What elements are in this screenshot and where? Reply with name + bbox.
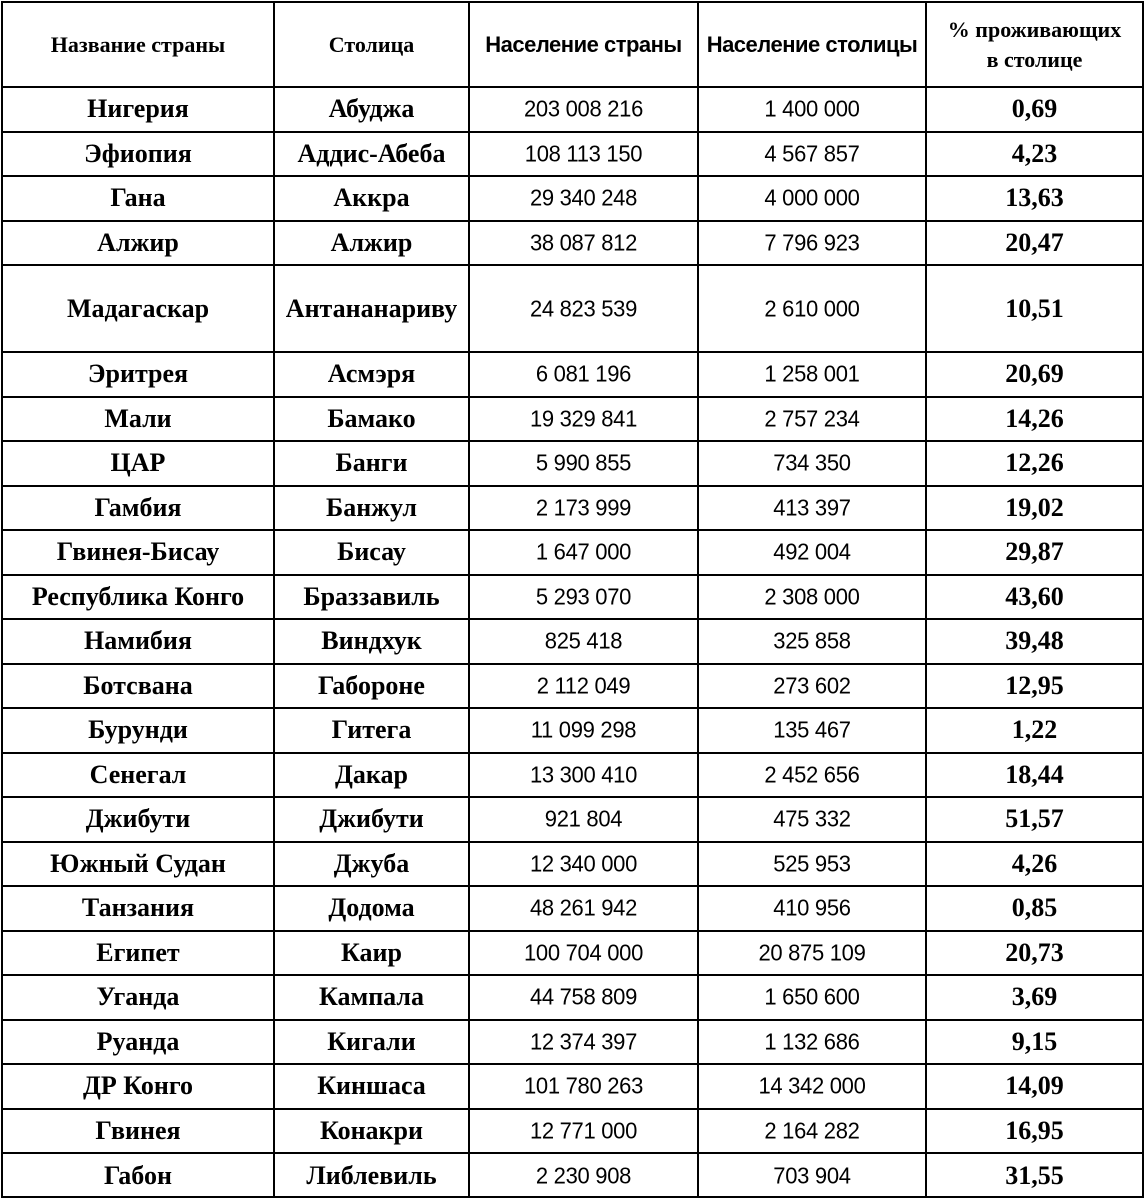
header-capital: Столица [274, 3, 469, 87]
cell-percent: 13,63 [926, 176, 1142, 221]
cell-percent: 20,47 [926, 221, 1142, 266]
cell-capital-population: 525 953 [698, 840, 926, 887]
table-row [3, 1020, 1142, 1065]
table-row [3, 221, 1142, 266]
cell-country: Намибия [3, 619, 274, 664]
cell-capital-population: 734 350 [698, 440, 926, 487]
cell-percent: 0,69 [926, 87, 1142, 132]
cell-country-population: 921 804 [469, 796, 698, 843]
cell-country: Гана [3, 176, 274, 221]
cell-capital: Либлевиль [274, 1153, 469, 1198]
cell-country-population: 5 990 855 [469, 440, 698, 487]
table-row [3, 1064, 1142, 1109]
cell-country-population: 44 758 809 [469, 974, 698, 1021]
cell-capital: Бисау [274, 530, 469, 575]
cell-capital-population: 20 875 109 [698, 929, 926, 976]
table-row [3, 486, 1142, 531]
cell-country: Мадагаскар [3, 265, 274, 352]
cell-country: Южный Судан [3, 842, 274, 887]
cell-country: Египет [3, 931, 274, 976]
cell-country-population: 19 329 841 [469, 395, 698, 442]
cell-country: Танзания [3, 886, 274, 931]
cell-capital: Конакри [274, 1109, 469, 1154]
cell-percent: 10,51 [926, 265, 1142, 352]
cell-capital: Асмэря [274, 352, 469, 397]
table-row [3, 753, 1142, 798]
cell-percent: 16,95 [926, 1109, 1142, 1154]
cell-capital: Антананариву [274, 265, 469, 352]
cell-capital: Джуба [274, 842, 469, 887]
cell-percent: 18,44 [926, 753, 1142, 798]
cell-country: Нигерия [3, 87, 274, 132]
table-row [3, 132, 1142, 177]
cell-capital-population: 410 956 [698, 885, 926, 932]
cell-percent: 1,22 [926, 708, 1142, 753]
cell-percent: 29,87 [926, 530, 1142, 575]
cell-capital: Алжир [274, 221, 469, 266]
header-country: Название страны [3, 3, 274, 87]
table-row [3, 797, 1142, 842]
table-row [3, 975, 1142, 1020]
table-row [3, 265, 1142, 352]
cell-capital-population: 325 858 [698, 618, 926, 665]
cell-country: Габон [3, 1153, 274, 1198]
cell-capital: Банжул [274, 486, 469, 531]
cell-country-population: 1 647 000 [469, 529, 698, 576]
table-row [3, 441, 1142, 486]
cell-capital: Кампала [274, 975, 469, 1020]
table-body [3, 87, 1142, 1198]
capitals-population-table [3, 3, 1142, 1198]
cell-country: Ботсвана [3, 664, 274, 709]
cell-capital: Абуджа [274, 87, 469, 132]
header-country-population: Население страны [469, 3, 698, 87]
table-row [3, 886, 1142, 931]
cell-percent: 20,73 [926, 931, 1142, 976]
cell-capital: Аддис-Абеба [274, 132, 469, 177]
table-row [3, 530, 1142, 575]
cell-capital-population: 14 342 000 [698, 1063, 926, 1110]
cell-country-population: 12 374 397 [469, 1018, 698, 1065]
cell-country: Гвинея-Бисау [3, 530, 274, 575]
cell-percent: 14,09 [926, 1064, 1142, 1109]
header-capital-population: Население столицы [698, 3, 926, 87]
cell-capital-population: 475 332 [698, 796, 926, 843]
cell-capital-population: 492 004 [698, 529, 926, 576]
cell-country: Гвинея [3, 1109, 274, 1154]
cell-capital: Бамако [274, 397, 469, 442]
header-row [3, 3, 1142, 87]
cell-capital-population: 1 650 600 [698, 974, 926, 1021]
table-row [3, 352, 1142, 397]
cell-percent: 4,26 [926, 842, 1142, 887]
cell-capital: Браззавиль [274, 575, 469, 620]
cell-country-population: 13 300 410 [469, 751, 698, 798]
cell-capital-population: 1 400 000 [698, 86, 926, 133]
cell-percent: 4,23 [926, 132, 1142, 177]
cell-country-population: 5 293 070 [469, 573, 698, 620]
cell-capital-population: 1 258 001 [698, 351, 926, 398]
cell-country-population: 2 230 908 [469, 1152, 698, 1198]
cell-capital-population: 135 467 [698, 707, 926, 754]
table-row [3, 664, 1142, 709]
cell-country: Эфиопия [3, 132, 274, 177]
cell-percent: 3,69 [926, 975, 1142, 1020]
cell-percent: 9,15 [926, 1020, 1142, 1065]
cell-percent: 0,85 [926, 886, 1142, 931]
table-row [3, 619, 1142, 664]
cell-country-population: 100 704 000 [469, 929, 698, 976]
cell-country: Бурунди [3, 708, 274, 753]
cell-country-population: 203 008 216 [469, 86, 698, 133]
cell-percent: 31,55 [926, 1153, 1142, 1198]
cell-capital: Виндхук [274, 619, 469, 664]
cell-country-population: 48 261 942 [469, 885, 698, 932]
cell-capital-population: 4 000 000 [698, 175, 926, 222]
cell-capital-population: 2 610 000 [698, 263, 926, 354]
cell-capital-population: 2 452 656 [698, 751, 926, 798]
cell-country-population: 12 340 000 [469, 840, 698, 887]
cell-country: ЦАР [3, 441, 274, 486]
cell-capital: Дакар [274, 753, 469, 798]
table-row [3, 931, 1142, 976]
cell-country: Уганда [3, 975, 274, 1020]
table-row [3, 87, 1142, 132]
cell-capital-population: 2 164 282 [698, 1107, 926, 1154]
cell-country-population: 29 340 248 [469, 175, 698, 222]
cell-capital: Аккра [274, 176, 469, 221]
cell-country: Эритрея [3, 352, 274, 397]
cell-percent: 14,26 [926, 397, 1142, 442]
table-row [3, 1109, 1142, 1154]
cell-country-population: 24 823 539 [469, 263, 698, 354]
cell-capital-population: 703 904 [698, 1152, 926, 1198]
cell-country: Сенегал [3, 753, 274, 798]
cell-capital: Киншаса [274, 1064, 469, 1109]
header-percent [926, 3, 1142, 87]
table-row [3, 842, 1142, 887]
cell-country: Мали [3, 397, 274, 442]
table-row [3, 708, 1142, 753]
header-percent-line2: в столице [986, 46, 1083, 72]
cell-percent: 12,95 [926, 664, 1142, 709]
cell-percent: 20,69 [926, 352, 1142, 397]
cell-capital: Кигали [274, 1020, 469, 1065]
cell-capital-population: 2 308 000 [698, 573, 926, 620]
table-row [3, 1153, 1142, 1198]
cell-country-population: 108 113 150 [469, 130, 698, 177]
cell-capital-population: 273 602 [698, 662, 926, 709]
cell-country-population: 38 087 812 [469, 219, 698, 266]
cell-country: Гамбия [3, 486, 274, 531]
cell-country-population: 6 081 196 [469, 351, 698, 398]
cell-capital: Гитега [274, 708, 469, 753]
cell-capital-population: 4 567 857 [698, 130, 926, 177]
cell-percent: 39,48 [926, 619, 1142, 664]
cell-percent: 51,57 [926, 797, 1142, 842]
table-row [3, 176, 1142, 221]
cell-country: Руанда [3, 1020, 274, 1065]
cell-capital: Джибути [274, 797, 469, 842]
header-percent-line1: % проживающих [947, 16, 1122, 42]
cell-capital-population: 2 757 234 [698, 395, 926, 442]
table-row [3, 397, 1142, 442]
cell-capital-population: 7 796 923 [698, 219, 926, 266]
cell-percent: 43,60 [926, 575, 1142, 620]
cell-country: Джибути [3, 797, 274, 842]
cell-country-population: 2 112 049 [469, 662, 698, 709]
cell-percent: 12,26 [926, 441, 1142, 486]
cell-capital: Габороне [274, 664, 469, 709]
table-frame [1, 1, 1144, 1198]
cell-country-population: 12 771 000 [469, 1107, 698, 1154]
table-row [3, 575, 1142, 620]
cell-capital: Додома [274, 886, 469, 931]
cell-country: ДР Конго [3, 1064, 274, 1109]
cell-country-population: 11 099 298 [469, 707, 698, 754]
cell-country-population: 101 780 263 [469, 1063, 698, 1110]
cell-country-population: 2 173 999 [469, 484, 698, 531]
cell-capital: Банги [274, 441, 469, 486]
cell-country: Алжир [3, 221, 274, 266]
cell-percent: 19,02 [926, 486, 1142, 531]
cell-country-population: 825 418 [469, 618, 698, 665]
cell-country: Республика Конго [3, 575, 274, 620]
cell-capital-population: 1 132 686 [698, 1018, 926, 1065]
cell-capital: Каир [274, 931, 469, 976]
cell-capital-population: 413 397 [698, 484, 926, 531]
